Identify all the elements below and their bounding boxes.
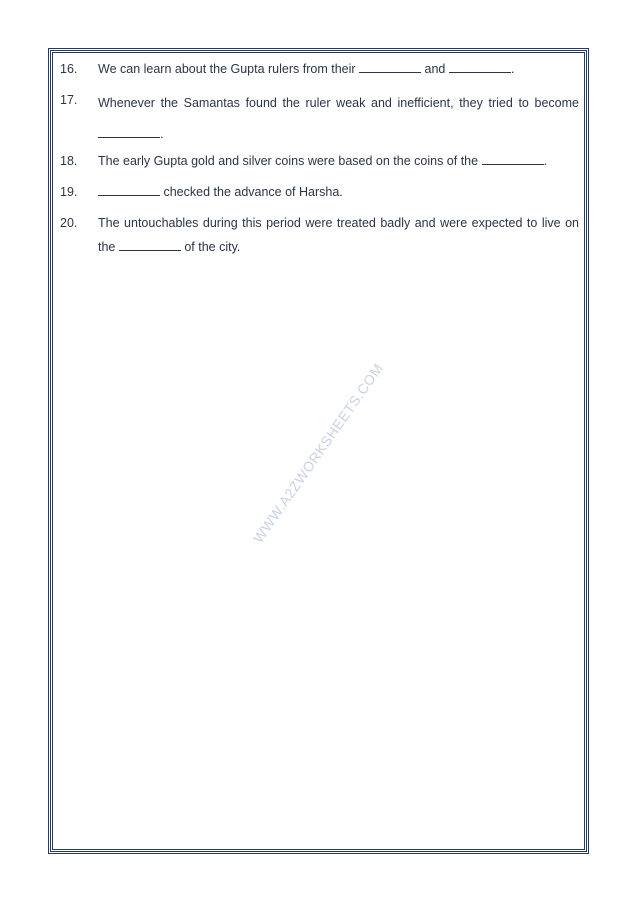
question-text: The early Gupta gold and silver coins were based on the coins of the . xyxy=(98,154,548,168)
question-number: 20. xyxy=(60,216,78,230)
answer-blank[interactable] xyxy=(98,183,160,196)
question-number: 19. xyxy=(60,185,78,199)
answer-blank[interactable] xyxy=(98,125,160,138)
question-text: The untouchables during this period were treated badly and were expected to live on the of the city. xyxy=(98,216,579,254)
answer-blank[interactable] xyxy=(449,60,511,73)
question-number: 18. xyxy=(60,154,78,168)
answer-blank[interactable] xyxy=(119,238,181,251)
answer-blank[interactable] xyxy=(482,152,544,165)
question-number: 16. xyxy=(60,62,78,76)
question-number: 17. xyxy=(60,93,78,107)
answer-blank[interactable] xyxy=(359,60,421,73)
question-text: checked the advance of Harsha. xyxy=(98,180,579,204)
question-text: Whenever the Samantas found the ruler weak and inefficient, they tried to become . xyxy=(98,96,579,141)
watermark: WWW.A2ZWORKSHEETS.COM xyxy=(249,360,387,546)
question-text: We can learn about the Gupta rulers from their and . xyxy=(98,62,515,76)
